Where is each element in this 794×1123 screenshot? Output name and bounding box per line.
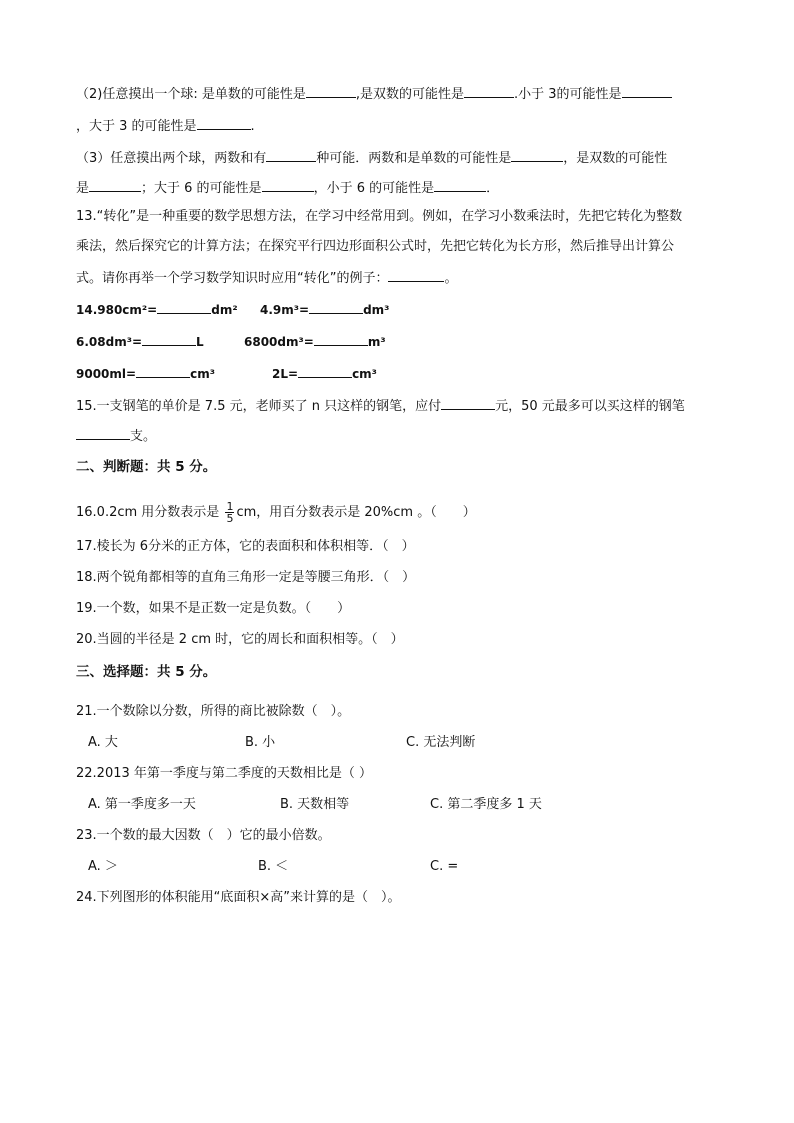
fraction-denominator: 5 [226,512,234,525]
answer-blank[interactable] [388,268,444,282]
q14-unit: dm² [211,303,238,317]
q14-item [244,332,386,351]
q12-part3-text-c: ，是双数的可能性 [563,151,668,166]
q14-item [272,364,377,383]
answer-blank[interactable] [76,426,130,440]
q15-text-c: 支。 [130,429,157,444]
q12-part2-text-d: ，大于 3 的可能性是 [76,119,197,134]
q19-line: 19.一个数，如果不是正数一定是负数。（ ） [76,601,351,616]
q14-unit: dm³ [363,303,390,317]
q22-option-c[interactable]: C. 第二季度多 1 天 [430,797,542,812]
q14-item [76,300,238,319]
q21-line: 21.一个数除以分数，所得的商比被除数（ ）。 [76,704,351,719]
q14-label: 14.980cm²= [76,303,158,317]
q17-line: 17.棱长为 6分米的正方体，它的表面积和体积相等．（ ） [76,539,415,554]
q12-part2-text-c: .小于 3的可能性是 [514,87,622,102]
section-heading-choice: 三、选择题：共 5 分。 [76,664,217,680]
q22-line: 22.2013 年第一季度与第二季度的天数相比是（ ） [76,766,373,781]
fraction-numerator: 1 [226,500,234,513]
q14-unit: L [196,335,204,349]
q16-line [76,501,476,524]
answer-blank[interactable] [136,364,190,378]
q13-text-a: 式。请你再举一个学习数学知识时应用“转化”的例子： [76,271,389,286]
q13-line1: 13.“转化”是一种重要的数学思想方法，在学习中经常用到。例如，在学习小数乘法时，先把它转化为整数 [76,209,683,224]
answer-blank[interactable] [197,116,251,130]
q15-line2 [76,426,156,446]
q12-part3-text-f: ，小于 6 的可能性是 [313,181,435,196]
q24-line: 24.下列图形的体积能用“底面积×高”来计算的是（ ）。 [76,890,401,905]
section-heading-judgement: 二、判断题：共 5 分。 [76,459,217,475]
q23-option-c[interactable]: C. = [430,859,459,874]
q12-part2-text-b: ,是双数的可能性是 [355,87,464,102]
answer-blank[interactable] [157,300,211,314]
q14-unit: cm³ [352,367,377,381]
q18-line: 18.两个锐角都相等的直角三角形一定是等腰三角形．（ ） [76,570,416,585]
answer-blank[interactable] [262,178,314,192]
q12-part3-text-b: 种可能．两数和是单数的可能性是 [316,151,512,166]
q23-line: 23.一个数的最大因数（ ）它的最小倍数。 [76,828,331,843]
answer-blank[interactable] [298,364,352,378]
answer-blank[interactable] [441,396,495,410]
q14-item [260,300,389,319]
q15-text-a: 15.一支钢笔的单价是 7.5 元，老师买了 n 只这样的钢笔，应付 [76,399,442,414]
q14-label: 2L= [272,367,299,381]
q14-label: 6.08dm³= [76,335,143,349]
q12-part2-text-e: . [250,119,255,134]
answer-blank[interactable] [434,178,486,192]
q14-unit: cm³ [190,367,215,381]
q14-unit: m³ [367,335,386,349]
q20-line: 20.当圆的半径是 2 cm 时，它的周长和面积相等。（ ） [76,632,404,647]
q16-text-a: 16.0.2cm 用分数表示是 [76,505,220,520]
q22-option-b[interactable]: B. 天数相等 [280,797,350,812]
q21-option-c[interactable]: C. 无法判断 [406,735,476,750]
answer-blank[interactable] [266,148,316,162]
q14-item [76,332,204,351]
q12-part3-text-g: ． [486,181,500,196]
fraction-one-fifth [225,501,234,524]
q14-item [76,364,215,383]
q12-part2-line2 [76,116,255,136]
q13-line3 [76,268,458,288]
q15-text-b: 元，50 元最多可以买这样的钢笔 [495,399,685,414]
q14-label: 4.9m³= [260,303,310,317]
q14-label: 6800dm³= [244,335,314,349]
q12-part3-line1 [76,148,667,168]
q12-part3-line2 [76,178,499,198]
q21-option-b[interactable]: B. 小 [245,735,276,750]
answer-blank[interactable] [511,148,563,162]
q15-line1 [76,396,685,416]
q14-label: 9000ml= [76,367,137,381]
q23-option-a[interactable]: A. ＞ [88,859,118,874]
answer-blank[interactable] [142,332,196,346]
q12-part3-text-a: （3）任意摸出两个球，两数和有 [76,151,267,166]
answer-blank[interactable] [306,84,356,98]
q12-part3-text-e: ；大于 6 的可能性是 [141,181,262,196]
answer-blank[interactable] [314,332,368,346]
answer-blank[interactable] [309,300,363,314]
answer-blank[interactable] [89,178,141,192]
q22-option-a[interactable]: A. 第一季度多一天 [88,797,196,812]
q21-option-a[interactable]: A. 大 [88,735,118,750]
q13-line2: 乘法，然后探究它的计算方法；在探究平行四边形面积公式时，先把它转化为长方形，然后推导出计算公 [76,239,675,254]
q12-part3-text-d: 是 [76,181,90,196]
q12-part2-text-a: （2)任意摸出一个球: 是单数的可能性是 [76,87,306,102]
answer-blank[interactable] [464,84,514,98]
q23-option-b[interactable]: B. ＜ [258,859,289,874]
answer-blank[interactable] [622,84,672,98]
q16-text-b: cm，用百分数表示是 20%cm 。（ ） [236,505,476,520]
q12-part2-line1 [76,84,672,104]
q13-text-b: 。 [444,271,458,286]
